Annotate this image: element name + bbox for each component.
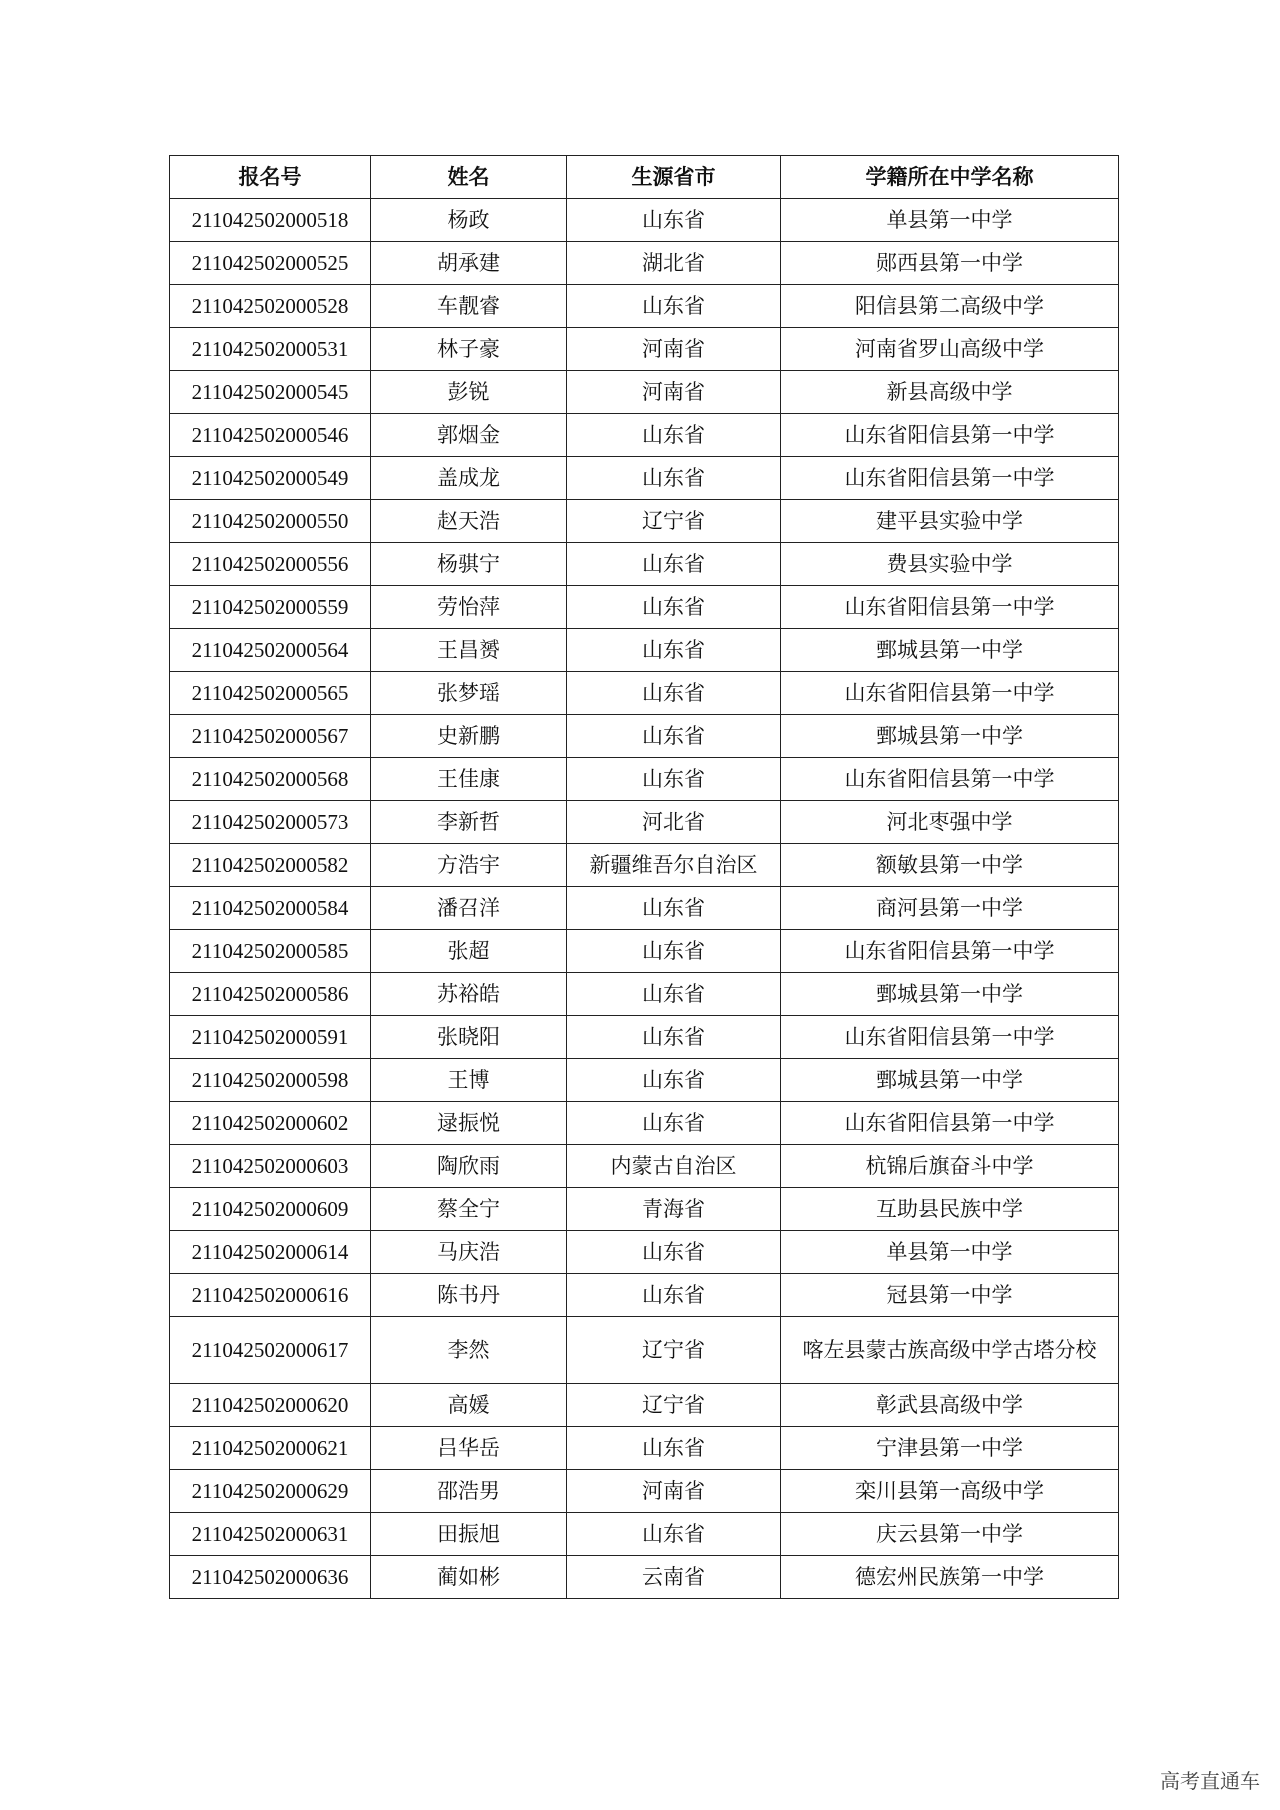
table-row <box>170 1274 1119 1317</box>
cell-province: 山东省 <box>567 1231 781 1274</box>
cell-school: 鄄城县第一中学 <box>781 715 1119 758</box>
cell-province: 山东省 <box>567 887 781 930</box>
cell-name: 胡承建 <box>371 242 567 285</box>
cell-school: 山东省阳信县第一中学 <box>781 672 1119 715</box>
cell-registration-number: 211042502000629 <box>170 1470 371 1513</box>
cell-school: 杭锦后旗奋斗中学 <box>781 1145 1119 1188</box>
table-row <box>170 1059 1119 1102</box>
table-row <box>170 1231 1119 1274</box>
table-row <box>170 1427 1119 1470</box>
cell-school: 德宏州民族第一中学 <box>781 1556 1119 1599</box>
cell-registration-number: 211042502000584 <box>170 887 371 930</box>
table-row <box>170 844 1119 887</box>
cell-school: 商河县第一中学 <box>781 887 1119 930</box>
cell-province: 山东省 <box>567 973 781 1016</box>
cell-school: 鄄城县第一中学 <box>781 629 1119 672</box>
cell-school: 单县第一中学 <box>781 1231 1119 1274</box>
cell-school: 建平县实验中学 <box>781 500 1119 543</box>
cell-registration-number: 211042502000591 <box>170 1016 371 1059</box>
cell-school: 鄄城县第一中学 <box>781 1059 1119 1102</box>
cell-registration-number: 211042502000559 <box>170 586 371 629</box>
cell-registration-number: 211042502000550 <box>170 500 371 543</box>
cell-school: 山东省阳信县第一中学 <box>781 457 1119 500</box>
cell-registration-number: 211042502000585 <box>170 930 371 973</box>
cell-province: 山东省 <box>567 1427 781 1470</box>
cell-name: 赵天浩 <box>371 500 567 543</box>
cell-school: 山东省阳信县第一中学 <box>781 930 1119 973</box>
table-row <box>170 500 1119 543</box>
cell-province: 青海省 <box>567 1188 781 1231</box>
cell-registration-number: 211042502000586 <box>170 973 371 1016</box>
table-row <box>170 1188 1119 1231</box>
table-row <box>170 371 1119 414</box>
table-row <box>170 887 1119 930</box>
table-row <box>170 328 1119 371</box>
cell-registration-number: 211042502000636 <box>170 1556 371 1599</box>
cell-province: 云南省 <box>567 1556 781 1599</box>
table-row <box>170 1102 1119 1145</box>
cell-province: 山东省 <box>567 1016 781 1059</box>
cell-registration-number: 211042502000556 <box>170 543 371 586</box>
cell-province: 新疆维吾尔自治区 <box>567 844 781 887</box>
header-registration-number: 报名号 <box>170 156 371 199</box>
cell-name: 郭烟金 <box>371 414 567 457</box>
cell-province: 山东省 <box>567 1274 781 1317</box>
table-row <box>170 242 1119 285</box>
table-row <box>170 801 1119 844</box>
cell-name: 蔺如彬 <box>371 1556 567 1599</box>
cell-school: 河南省罗山高级中学 <box>781 328 1119 371</box>
table-row <box>170 930 1119 973</box>
cell-registration-number: 211042502000528 <box>170 285 371 328</box>
cell-school: 山东省阳信县第一中学 <box>781 1102 1119 1145</box>
table-row <box>170 1470 1119 1513</box>
cell-registration-number: 211042502000564 <box>170 629 371 672</box>
table-row <box>170 758 1119 801</box>
cell-province: 辽宁省 <box>567 1384 781 1427</box>
cell-name: 李新哲 <box>371 801 567 844</box>
table-header-row <box>170 156 1119 199</box>
cell-name: 王博 <box>371 1059 567 1102</box>
cell-school: 山东省阳信县第一中学 <box>781 586 1119 629</box>
cell-school: 山东省阳信县第一中学 <box>781 414 1119 457</box>
cell-school: 喀左县蒙古族高级中学古塔分校 <box>781 1317 1119 1384</box>
cell-school: 山东省阳信县第一中学 <box>781 1016 1119 1059</box>
cell-school: 冠县第一中学 <box>781 1274 1119 1317</box>
table-row <box>170 973 1119 1016</box>
cell-school: 新县高级中学 <box>781 371 1119 414</box>
cell-school: 郧西县第一中学 <box>781 242 1119 285</box>
cell-name: 车靓睿 <box>371 285 567 328</box>
cell-province: 山东省 <box>567 1102 781 1145</box>
cell-name: 马庆浩 <box>371 1231 567 1274</box>
cell-registration-number: 211042502000565 <box>170 672 371 715</box>
cell-name: 杨政 <box>371 199 567 242</box>
cell-registration-number: 211042502000582 <box>170 844 371 887</box>
cell-registration-number: 211042502000631 <box>170 1513 371 1556</box>
cell-registration-number: 211042502000598 <box>170 1059 371 1102</box>
cell-school: 彰武县高级中学 <box>781 1384 1119 1427</box>
cell-name: 王昌赟 <box>371 629 567 672</box>
cell-registration-number: 211042502000616 <box>170 1274 371 1317</box>
cell-province: 山东省 <box>567 758 781 801</box>
cell-name: 逯振悦 <box>371 1102 567 1145</box>
cell-name: 史新鹏 <box>371 715 567 758</box>
cell-name: 劳怡萍 <box>371 586 567 629</box>
cell-name: 邵浩男 <box>371 1470 567 1513</box>
cell-registration-number: 211042502000525 <box>170 242 371 285</box>
cell-province: 山东省 <box>567 543 781 586</box>
cell-school: 费县实验中学 <box>781 543 1119 586</box>
cell-registration-number: 211042502000609 <box>170 1188 371 1231</box>
cell-name: 潘召洋 <box>371 887 567 930</box>
table-row <box>170 672 1119 715</box>
cell-name: 方浩宇 <box>371 844 567 887</box>
table-row <box>170 629 1119 672</box>
watermark-text: 高考直通车 <box>1160 1769 1260 1793</box>
cell-name: 张超 <box>371 930 567 973</box>
table-row <box>170 414 1119 457</box>
cell-school: 互助县民族中学 <box>781 1188 1119 1231</box>
cell-province: 山东省 <box>567 1513 781 1556</box>
table-row <box>170 543 1119 586</box>
cell-name: 盖成龙 <box>371 457 567 500</box>
cell-province: 山东省 <box>567 414 781 457</box>
cell-name: 彭锐 <box>371 371 567 414</box>
cell-registration-number: 211042502000567 <box>170 715 371 758</box>
cell-school: 额敏县第一中学 <box>781 844 1119 887</box>
table-row <box>170 586 1119 629</box>
cell-name: 张梦瑶 <box>371 672 567 715</box>
admission-roster-table <box>169 155 1119 1599</box>
cell-province: 河北省 <box>567 801 781 844</box>
cell-registration-number: 211042502000573 <box>170 801 371 844</box>
cell-registration-number: 211042502000531 <box>170 328 371 371</box>
cell-school: 单县第一中学 <box>781 199 1119 242</box>
cell-name: 苏裕皓 <box>371 973 567 1016</box>
table-row <box>170 199 1119 242</box>
cell-province: 山东省 <box>567 629 781 672</box>
cell-province: 辽宁省 <box>567 1317 781 1384</box>
cell-registration-number: 211042502000621 <box>170 1427 371 1470</box>
cell-registration-number: 211042502000568 <box>170 758 371 801</box>
cell-province: 山东省 <box>567 715 781 758</box>
cell-registration-number: 211042502000545 <box>170 371 371 414</box>
cell-province: 河南省 <box>567 371 781 414</box>
table-row <box>170 1145 1119 1188</box>
cell-registration-number: 211042502000617 <box>170 1317 371 1384</box>
table-row <box>170 1317 1119 1384</box>
table-row <box>170 1513 1119 1556</box>
cell-name: 吕华岳 <box>371 1427 567 1470</box>
cell-province: 山东省 <box>567 1059 781 1102</box>
cell-registration-number: 211042502000546 <box>170 414 371 457</box>
cell-registration-number: 211042502000614 <box>170 1231 371 1274</box>
cell-school: 阳信县第二高级中学 <box>781 285 1119 328</box>
cell-registration-number: 211042502000603 <box>170 1145 371 1188</box>
cell-name: 杨骐宁 <box>371 543 567 586</box>
table-row <box>170 1556 1119 1599</box>
cell-province: 山东省 <box>567 285 781 328</box>
cell-school: 山东省阳信县第一中学 <box>781 758 1119 801</box>
cell-province: 辽宁省 <box>567 500 781 543</box>
cell-province: 山东省 <box>567 672 781 715</box>
table-row <box>170 1384 1119 1427</box>
table-row <box>170 285 1119 328</box>
cell-province: 河南省 <box>567 1470 781 1513</box>
header-school: 学籍所在中学名称 <box>781 156 1119 199</box>
table-row <box>170 1016 1119 1059</box>
cell-registration-number: 211042502000620 <box>170 1384 371 1427</box>
cell-name: 林子豪 <box>371 328 567 371</box>
cell-province: 山东省 <box>567 586 781 629</box>
cell-name: 田振旭 <box>371 1513 567 1556</box>
cell-name: 王佳康 <box>371 758 567 801</box>
cell-name: 张晓阳 <box>371 1016 567 1059</box>
cell-name: 蔡全宁 <box>371 1188 567 1231</box>
cell-registration-number: 211042502000602 <box>170 1102 371 1145</box>
cell-province: 湖北省 <box>567 242 781 285</box>
cell-province: 山东省 <box>567 930 781 973</box>
cell-province: 河南省 <box>567 328 781 371</box>
cell-name: 陶欣雨 <box>371 1145 567 1188</box>
cell-school: 宁津县第一中学 <box>781 1427 1119 1470</box>
cell-province: 山东省 <box>567 199 781 242</box>
table-row <box>170 715 1119 758</box>
cell-province: 内蒙古自治区 <box>567 1145 781 1188</box>
header-name: 姓名 <box>371 156 567 199</box>
table-row <box>170 457 1119 500</box>
cell-school: 鄄城县第一中学 <box>781 973 1119 1016</box>
table-body <box>170 199 1119 1599</box>
cell-name: 李然 <box>371 1317 567 1384</box>
cell-registration-number: 211042502000518 <box>170 199 371 242</box>
cell-school: 河北枣强中学 <box>781 801 1119 844</box>
cell-province: 山东省 <box>567 457 781 500</box>
cell-name: 陈书丹 <box>371 1274 567 1317</box>
cell-school: 栾川县第一高级中学 <box>781 1470 1119 1513</box>
cell-name: 高媛 <box>371 1384 567 1427</box>
header-province: 生源省市 <box>567 156 781 199</box>
cell-school: 庆云县第一中学 <box>781 1513 1119 1556</box>
cell-registration-number: 211042502000549 <box>170 457 371 500</box>
